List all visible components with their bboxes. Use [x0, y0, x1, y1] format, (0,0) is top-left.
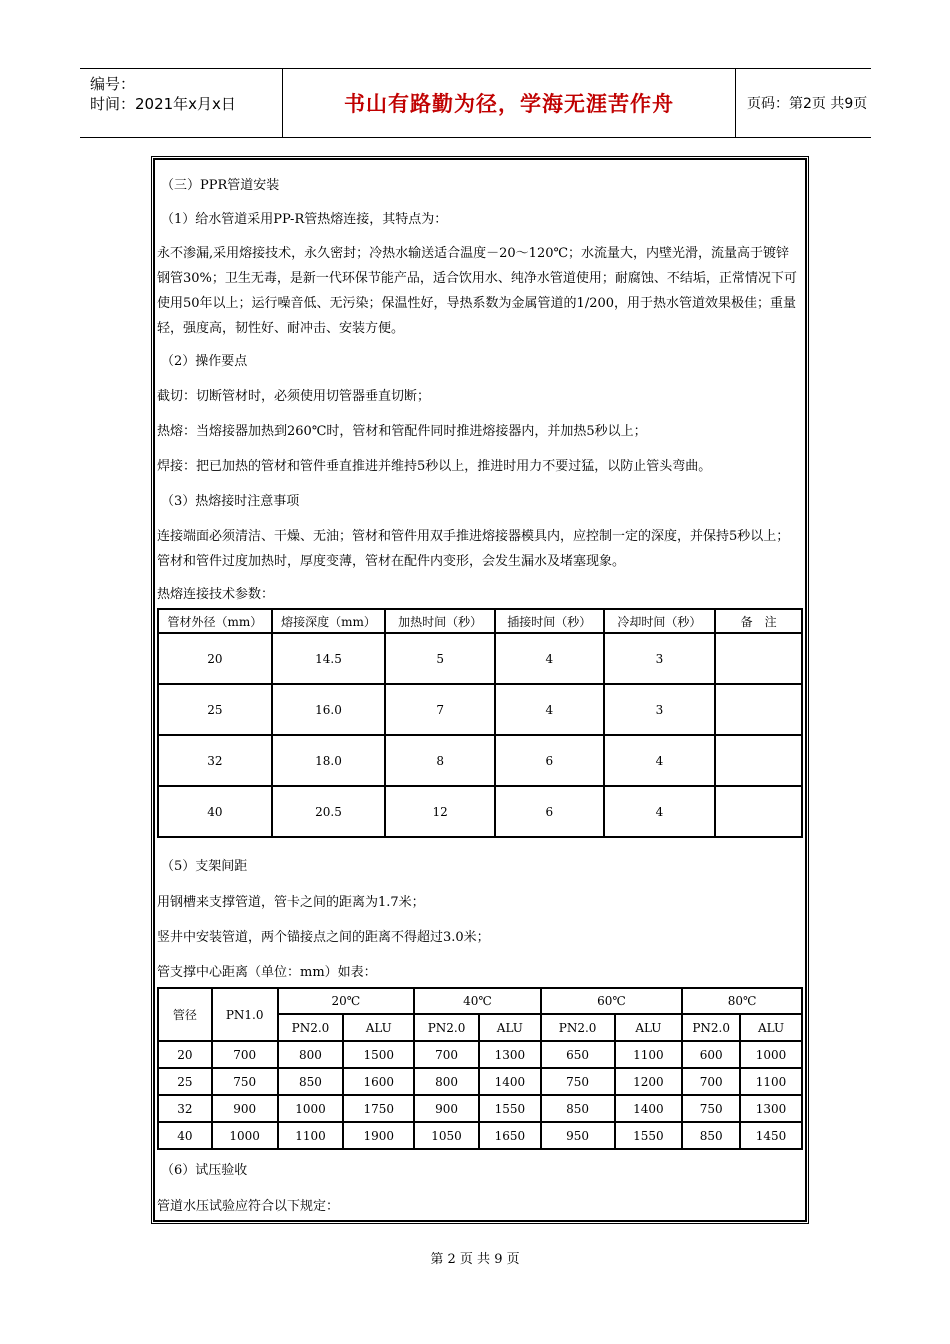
table-cell: 850 [278, 1068, 344, 1095]
header-cell: 熔接深度（mm） [272, 609, 386, 633]
item6-title: （6）试压验收 [161, 1163, 248, 1178]
motto: 书山有路勤为径，学海无涯苦作舟 [344, 92, 674, 116]
page-code: 页码：第2页 共9页 [747, 96, 868, 112]
number-label: 编号： [90, 75, 136, 93]
table-cell: 850 [682, 1122, 740, 1149]
header-cell: 备 注 [715, 609, 802, 633]
table-cell: 20 [158, 633, 272, 684]
table-cell: 4 [604, 786, 716, 837]
table-cell: 800 [414, 1068, 479, 1095]
table-cell: 18.0 [272, 735, 386, 786]
table-cell [715, 786, 802, 837]
header-motto-cell [282, 69, 736, 137]
heat-text: 热熔：当熔接器加热到260℃时，管材和管配件同时推进熔接器内，并加热5秒以上； [157, 424, 647, 439]
table-cell: 850 [541, 1095, 615, 1122]
table-cell: 8 [385, 735, 495, 786]
date-label: 时间：2021年x月x日 [90, 95, 236, 113]
header-group: 20℃ [278, 988, 415, 1014]
table-cell: 14.5 [272, 633, 386, 684]
table-cell [715, 735, 802, 786]
subheader-cell: ALU [615, 1014, 683, 1041]
header-cell: 冷却时间（秒） [604, 609, 716, 633]
table-cell: 600 [682, 1041, 740, 1068]
table-cell: 32 [158, 735, 272, 786]
table-cell: 6 [495, 735, 604, 786]
fusion-params-table [157, 608, 803, 838]
table-cell: 1000 [740, 1041, 802, 1068]
header-cell-pn: PN1.0 [212, 988, 278, 1041]
table-cell: 16.0 [272, 684, 386, 735]
header-cell: 加热时间（秒） [385, 609, 495, 633]
weld-text: 焊接：把已加热的管材和管件垂直推进并维持5秒以上，推进时用力不要过猛，以防止管头弯曲。 [157, 459, 712, 474]
table-row [158, 735, 802, 786]
table-cell: 1000 [278, 1095, 344, 1122]
table-cell: 40 [158, 1122, 212, 1149]
support-table-title: 管支撑中心距离（单位：mm）如表： [157, 965, 377, 980]
table-cell: 1050 [414, 1122, 479, 1149]
item5-title: （5）支架间距 [161, 859, 248, 874]
table-cell: 1650 [479, 1122, 541, 1149]
table-cell: 1300 [479, 1041, 541, 1068]
table-cell: 25 [158, 684, 272, 735]
table-cell: 1400 [479, 1068, 541, 1095]
table-cell: 750 [541, 1068, 615, 1095]
subheader-cell: PN2.0 [278, 1014, 344, 1041]
subheader-cell: ALU [740, 1014, 802, 1041]
page-header [80, 68, 871, 138]
table-cell: 700 [212, 1041, 278, 1068]
item3-title: （3）热熔接时注意事项 [161, 494, 300, 509]
table-cell: 20 [158, 1041, 212, 1068]
table-cell: 700 [682, 1068, 740, 1095]
support-text-1: 用钢槽来支撑管道，管卡之间的距离为1.7米； [157, 895, 425, 910]
header-cell-diameter: 管径 [158, 988, 212, 1041]
header-group: 40℃ [414, 988, 541, 1014]
table-cell: 700 [414, 1041, 479, 1068]
item2-title: （2）操作要点 [161, 354, 248, 369]
table-cell: 900 [414, 1095, 479, 1122]
item6-text: 管道水压试验应符合以下规定： [157, 1199, 340, 1214]
table-cell: 650 [541, 1041, 615, 1068]
table-cell: 800 [278, 1041, 344, 1068]
table-row [158, 1041, 802, 1068]
params-title: 热熔连接技术参数： [157, 587, 275, 602]
table-cell: 7 [385, 684, 495, 735]
table-cell: 4 [604, 735, 716, 786]
table-cell [715, 633, 802, 684]
table-row [158, 633, 802, 684]
table-cell: 1300 [740, 1095, 802, 1122]
table-cell: 1750 [343, 1095, 414, 1122]
header-group: 60℃ [541, 988, 683, 1014]
table-cell: 950 [541, 1122, 615, 1149]
support-text-2: 竖井中安装管道，两个锚接点之间的距离不得超过3.0米； [157, 930, 490, 945]
table-cell: 1450 [740, 1122, 802, 1149]
table-cell: 1600 [343, 1068, 414, 1095]
table-cell: 3 [604, 633, 716, 684]
page-footer: 第 2 页 共 9 页 [430, 1252, 520, 1267]
table-cell: 32 [158, 1095, 212, 1122]
header-page-cell [735, 69, 871, 137]
table-cell: 1500 [343, 1041, 414, 1068]
section-title: （三）PPR管道安装 [161, 178, 280, 193]
table-cell: 40 [158, 786, 272, 837]
table-cell: 1100 [615, 1041, 683, 1068]
table-cell: 1550 [615, 1122, 683, 1149]
subheader-cell: PN2.0 [682, 1014, 740, 1041]
table-cell: 6 [495, 786, 604, 837]
header-meta [80, 69, 282, 137]
table-cell [715, 684, 802, 735]
header-cell: 管材外径（mm） [158, 609, 272, 633]
table-header-row [158, 988, 802, 1014]
table-cell: 4 [495, 684, 604, 735]
cut-text: 截切：切断管材时，必须使用切管器垂直切断； [157, 389, 431, 404]
table-cell: 3 [604, 684, 716, 735]
table-cell: 750 [212, 1068, 278, 1095]
table-cell: 1100 [278, 1122, 344, 1149]
table-cell: 750 [682, 1095, 740, 1122]
table-cell: 1900 [343, 1122, 414, 1149]
table-cell: 1200 [615, 1068, 683, 1095]
table-row [158, 684, 802, 735]
support-distance-table [157, 987, 803, 1150]
subheader-cell: PN2.0 [541, 1014, 615, 1041]
table-cell: 25 [158, 1068, 212, 1095]
table-cell: 1550 [479, 1095, 541, 1122]
subheader-cell: ALU [479, 1014, 541, 1041]
header-cell: 插接时间（秒） [495, 609, 604, 633]
item3-text: 连接端面必须清洁、干燥、无油；管材和管件用双手推进熔接器模具内，应控制一定的深度，并保持5秒以上；管材和管件过度加热时，厚度变薄，管材在配件内变形，会发生漏水及堵塞现象。 [157, 529, 790, 569]
table-cell: 5 [385, 633, 495, 684]
table-row [158, 1122, 802, 1149]
item1-title: （1）给水管道采用PP-R管热熔连接，其特点为： [161, 212, 448, 227]
content-frame [153, 158, 807, 1222]
table-header-row [158, 609, 802, 633]
table-row [158, 786, 802, 837]
item1-text: 永不渗漏,采用熔接技术，永久密封；冷热水输送适合温度－20～120℃；水流量大，内壁光滑，流量高于镀锌钢管30%；卫生无毒，是新一代环保节能产品，适合饮用水、纯净水管道使用；耐腐蚀、不结垢，正常情况下可使用50年以上；运行噪音低、无污染；保温性好，导热系数为金属管道的1/200，用于热水管道效果极佳；重量轻，强度高，韧性好、耐冲击、安装方便。 [157, 246, 797, 336]
table-cell: 20.5 [272, 786, 386, 837]
subheader-cell: PN2.0 [414, 1014, 479, 1041]
subheader-cell: ALU [343, 1014, 414, 1041]
table-cell: 12 [385, 786, 495, 837]
header-group: 80℃ [682, 988, 802, 1014]
table-cell: 4 [495, 633, 604, 684]
table-row [158, 1095, 802, 1122]
table-cell: 1100 [740, 1068, 802, 1095]
table-cell: 1000 [212, 1122, 278, 1149]
table-cell: 900 [212, 1095, 278, 1122]
table-row [158, 1068, 802, 1095]
table-cell: 1400 [615, 1095, 683, 1122]
